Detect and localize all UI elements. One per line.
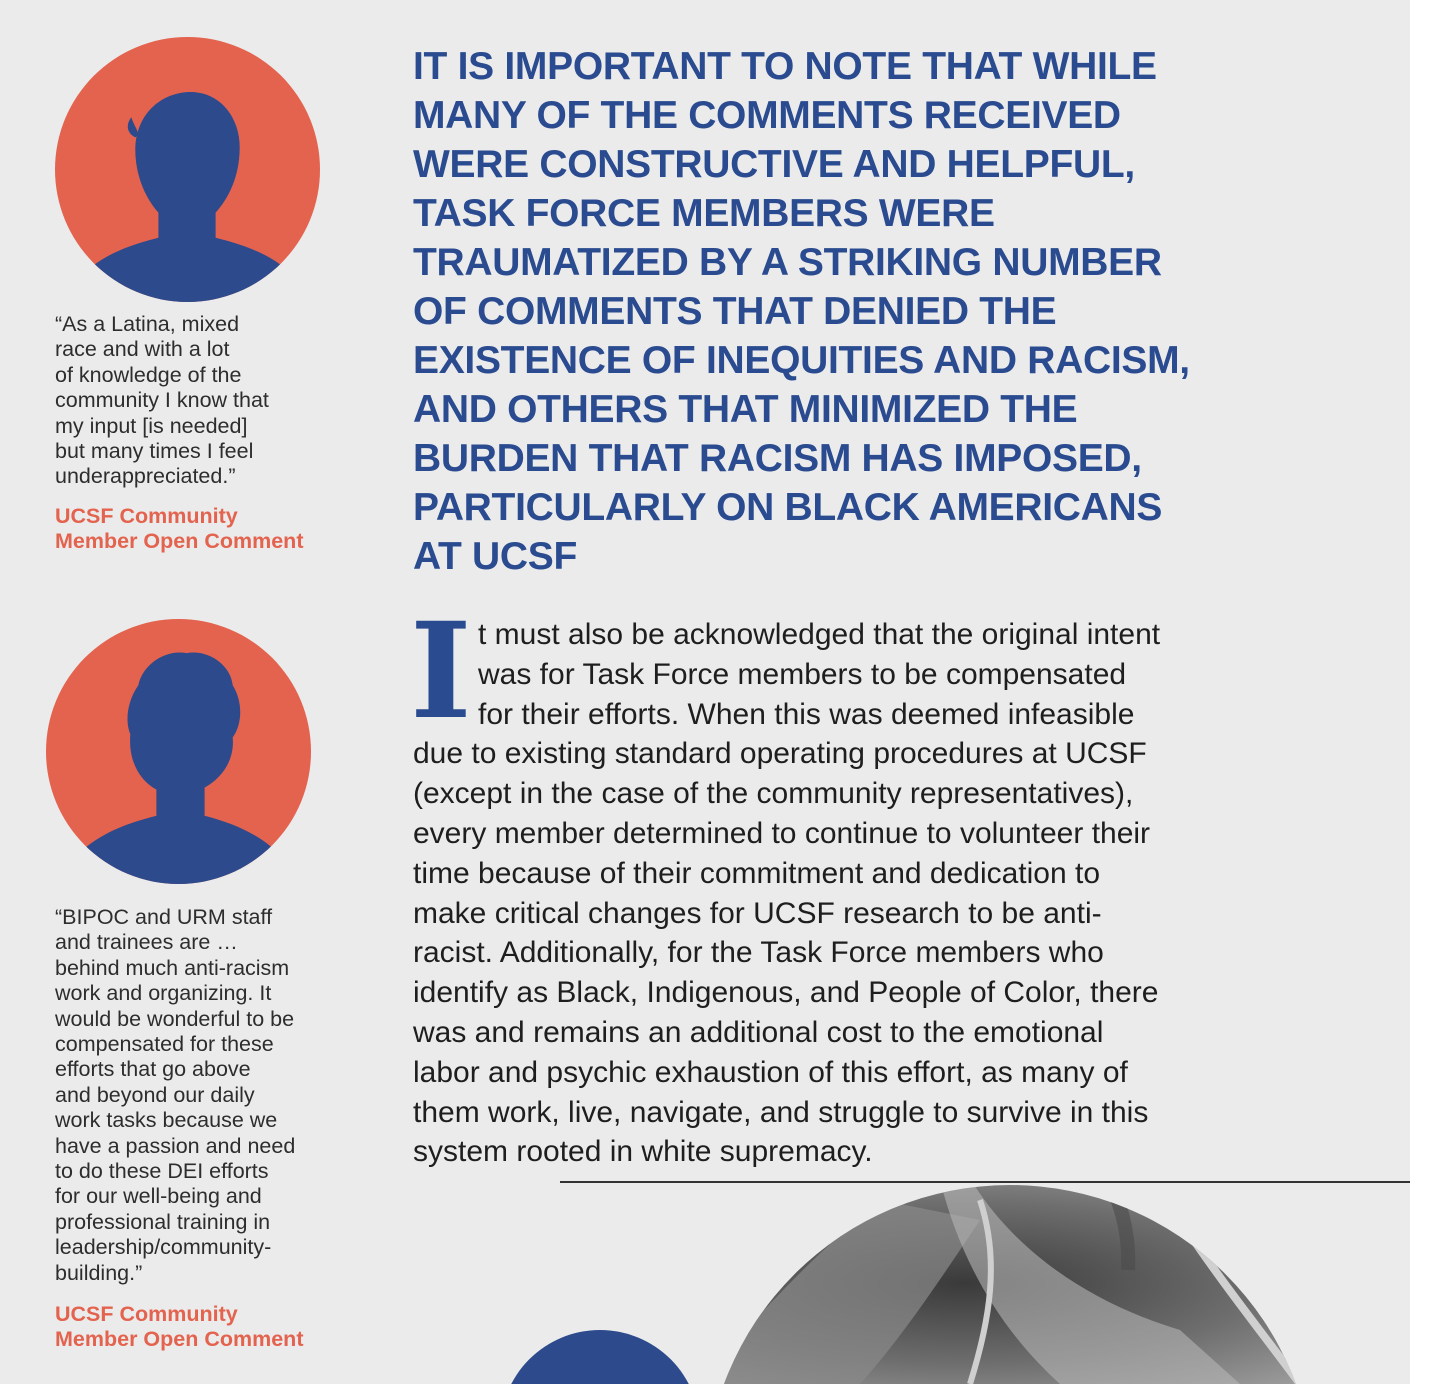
quote-attribution-2: UCSF Community Member Open Comment — [55, 1302, 304, 1351]
body-paragraph: t must also be acknowledged that the original intent was for Task Force members to be compensated for their efforts. When this was deemed infeasible due to existing standard operating procedures at UCSF (except in the case of the community representatives), every member determined to continue to volunteer their time because of their commitment and dedication to make critical changes for UCSF research to be anti- racist. Additionally, for the Task Force members who identify as Black, Indigenous, and People of Color, there was and remains an additional cost to the emotional labor and psychic exhaustion of this effort, as many of them work, live, navigate, and struggle to survive in this system rooted in white supremacy. — [413, 618, 1161, 1169]
headline-pull-quote: IT IS IMPORTANT TO NOTE THAT WHILE MANY OF THE COMMENTS RECEIVED WERE CONSTRUCTIVE AND HELPFUL, TASK FORCE MEMBERS WERE TRAUMATIZED BY A STRIKING NUMBER OF COMMENTS THAT DENIED THE EXISTENCE OF INEQUITIES AND RACISM, AND OTHERS THAT MINIMIZED THE BURDEN THAT RACISM HAS IMPOSED, PARTICULARLY ON BLACK AMERICANS AT UCSF — [413, 45, 1190, 578]
drop-cap: I — [410, 594, 472, 749]
quote-attribution-1: UCSF Community Member Open Comment — [55, 504, 304, 553]
person-silhouette-icon — [46, 619, 311, 884]
community-quote-1: “As a Latina, mixed race and with a lot of knowledge of the community I know that my input [is needed] but many times I feel underappreciated.” — [55, 312, 269, 489]
person-silhouette-icon — [55, 37, 320, 302]
decorative-photo — [0, 1160, 1410, 1384]
community-quote-2: “BIPOC and URM staff and trainees are … behind much anti-racism work and organizing. It would be wonderful to be compensated for these efforts that go above and beyond our daily work tasks because we have a passion and need to do these DEI efforts for our well-being and professional training in leadership/community- building.” — [55, 905, 296, 1285]
decorative-circle — [500, 1330, 700, 1384]
